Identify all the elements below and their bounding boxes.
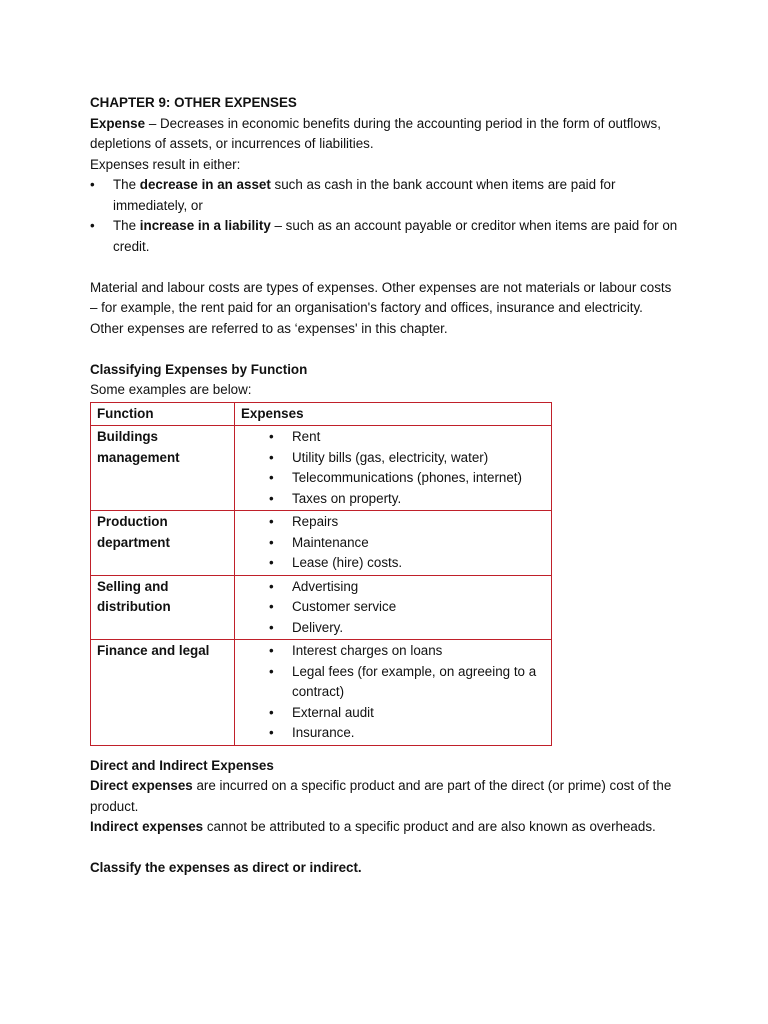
direct-indirect-section — [90, 756, 680, 879]
bullet-icon: • — [90, 218, 95, 233]
list-item — [269, 618, 545, 639]
expense-result-list — [90, 175, 680, 257]
list-item-text: The — [113, 177, 140, 192]
bullet-icon: • — [269, 643, 274, 658]
list-item — [269, 533, 545, 554]
list-item — [269, 641, 545, 662]
bullet-icon: • — [269, 429, 274, 444]
list-item — [269, 597, 545, 618]
function-cell: Finance and legal — [91, 640, 235, 746]
list-item — [269, 489, 545, 510]
list-item-bold: decrease in an asset — [139, 177, 271, 192]
list-item-text: Taxes on property. — [292, 490, 402, 506]
bullet-icon: • — [269, 619, 274, 635]
list-item-text: The — [113, 218, 140, 233]
function-cell: Selling and distribution — [91, 575, 235, 640]
bullet-icon: • — [269, 555, 274, 570]
chapter-title: CHAPTER 9: OTHER EXPENSES — [90, 95, 297, 110]
expense-definition-text: – Decreases in economic benefits during the accounting period in the form of outflows, depletions of assets, or incurrences of liabilities. — [90, 115, 661, 151]
expenses-list — [241, 427, 545, 509]
bullet-icon: • — [90, 177, 95, 192]
list-item — [269, 577, 545, 598]
indirect-expenses-text: cannot be attributed to a specific product and are also known as overheads. — [203, 819, 656, 834]
list-item-text: Lease (hire) costs. — [292, 555, 403, 570]
bullet-icon: • — [269, 490, 274, 506]
expenses-list — [241, 577, 545, 639]
list-item-text: Maintenance — [292, 534, 369, 550]
list-item — [269, 723, 545, 744]
list-item — [90, 216, 680, 257]
direct-expenses-paragraph — [90, 776, 680, 817]
task-heading: Classify the expenses as direct or indirect. — [90, 860, 362, 875]
direct-expenses-text: are incurred on a specific product and are part of the direct (or prime) cost of the product. — [90, 778, 672, 814]
bullet-icon: • — [269, 725, 274, 740]
spacer — [90, 838, 680, 859]
list-item — [269, 662, 545, 703]
table-row — [91, 640, 552, 746]
function-cell: Buildings management — [91, 426, 235, 511]
column-header-expenses: Expenses — [235, 402, 552, 426]
direct-indirect-heading: Direct and Indirect Expenses — [90, 757, 274, 773]
table-row — [91, 426, 552, 511]
list-item-text: Interest charges on loans — [292, 643, 443, 658]
bullet-icon: • — [269, 534, 274, 550]
bullet-icon: • — [269, 599, 274, 614]
expenses-list — [241, 641, 545, 744]
bullet-icon: • — [269, 514, 274, 529]
classify-heading: Classifying Expenses by Function — [90, 361, 308, 377]
list-item-text: Rent — [292, 429, 321, 444]
expenses-cell — [235, 511, 552, 576]
bullet-icon: • — [269, 449, 274, 465]
list-item-text: Repairs — [292, 514, 339, 529]
list-item-text: such as cash in the bank account when items are paid for immediately, or — [113, 177, 616, 213]
bullet-icon: • — [269, 704, 274, 720]
direct-expenses-term: Direct expenses — [90, 778, 193, 793]
column-header-function: Function — [91, 402, 235, 426]
list-item-text: Advertising — [292, 578, 359, 594]
expense-definition — [90, 114, 680, 155]
indirect-expenses-term: Indirect expenses — [90, 819, 204, 834]
list-item — [90, 175, 680, 216]
list-item-text: Customer service — [292, 599, 397, 614]
document-content — [90, 93, 680, 879]
table-row — [91, 575, 552, 640]
list-item — [269, 468, 545, 489]
list-item-text: Telecommunications (phones, internet) — [292, 470, 522, 485]
list-item — [269, 448, 545, 469]
function-expenses-table — [90, 402, 552, 746]
expenses-cell — [235, 426, 552, 511]
expenses-list — [241, 512, 545, 574]
list-item — [269, 427, 545, 448]
list-item-bold: increase in a liability — [139, 218, 271, 233]
list-item — [269, 553, 545, 574]
expenses-result-line: Expenses result in either: — [90, 156, 241, 172]
bullet-icon: • — [269, 578, 274, 594]
list-item-text: Delivery. — [292, 619, 344, 635]
referred-paragraph: Other expenses are referred to as ‘expenses' in this chapter. — [90, 320, 448, 336]
expenses-cell — [235, 640, 552, 746]
function-cell: Production department — [91, 511, 235, 576]
classify-subline: Some examples are below: — [90, 382, 252, 397]
list-item-text: Insurance. — [292, 725, 355, 740]
list-item-text: – such as an account payable or creditor when items are paid for on credit. — [113, 218, 678, 254]
expenses-cell — [235, 575, 552, 640]
bullet-icon: • — [269, 663, 274, 679]
spacer — [90, 339, 680, 360]
table-row — [91, 511, 552, 576]
list-item — [269, 703, 545, 724]
list-item-text: Legal fees (for example, on agreeing to a contract) — [292, 663, 537, 699]
list-item-text: External audit — [292, 704, 374, 720]
expense-term: Expense — [90, 115, 146, 131]
list-item — [269, 512, 545, 533]
list-item-text: Utility bills (gas, electricity, water) — [292, 449, 489, 465]
spacer — [90, 257, 680, 278]
bullet-icon: • — [269, 470, 274, 485]
indirect-expenses-paragraph — [90, 817, 680, 838]
table-header-row — [91, 402, 552, 426]
other-expenses-paragraph: Material and labour costs are types of expenses. Other expenses are not materials or labour costs – for example, the rent paid for an organisation's factory and offices, insurance and electricity. — [90, 279, 672, 315]
